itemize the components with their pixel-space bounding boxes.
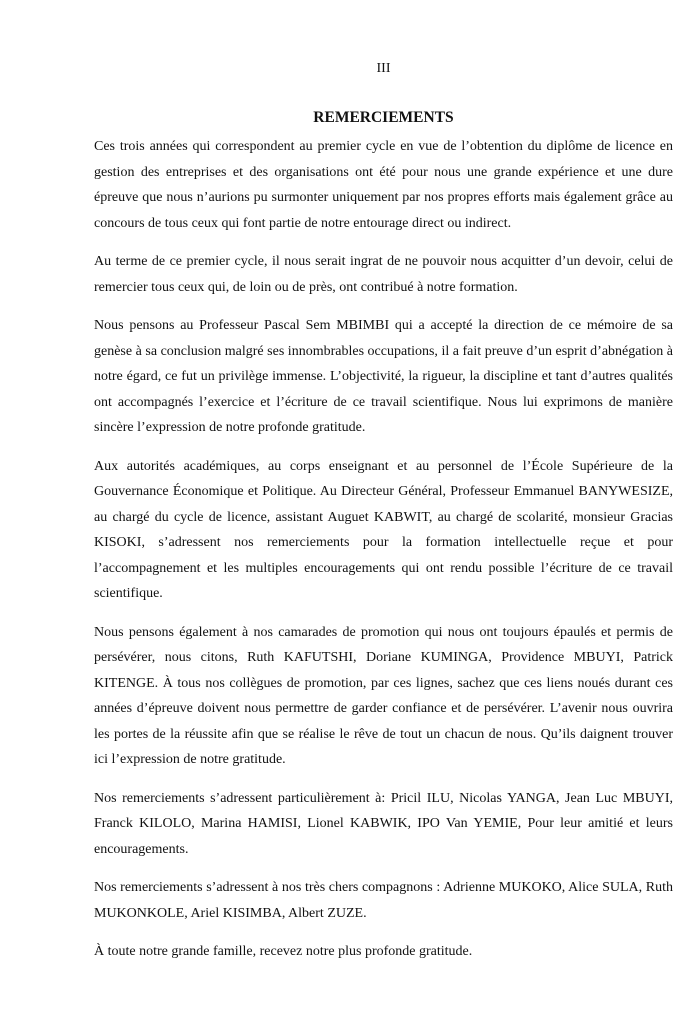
page-number: III	[376, 61, 391, 76]
paragraph-8: À toute notre grande famille, recevez notre plus profonde gratitude.	[94, 944, 473, 959]
paragraph-1: Ces trois années qui correspondent au premier cycle en vue de l’obtention du diplôme de licence en gestion des entreprises et des organisations ont été pour nous une grande expérience et une dure épreuve que nous n’aurions pu surmonter uniquement par nos propres efforts mais également grâce au concours de tous ceux qui font partie de notre entourage direct ou indirect.	[94, 139, 673, 231]
paragraph-4: Aux autorités académiques, au corps enseignant et au personnel de l’École Supérieure de la Gouvernance Économique et Politique. Au Directeur Général, Professeur Emmanuel BANYWESIZE, au chargé du cycle de licence, assistant Auguet KABWIT, au chargé de scolarité, monsieur Gracias KISOKI, s’adressent nos remerciements pour la formation intellectuelle reçue et pour l’accompagnement et les multiples encouragements qui ont rendu possible l’écriture de ce travail scientifique.	[94, 458, 673, 601]
paragraph-2: Au terme de ce premier cycle, il nous serait ingrat de ne pouvoir nous acquitter d’un devoir, celui de remercier tous ceux qui, de loin ou de près, ont contribué à notre formation.	[94, 254, 673, 295]
paragraph-3: Nous pensons au Professeur Pascal Sem MBIMBI qui a accepté la direction de ce mémoire de sa genèse à sa conclusion malgré ses innombrables occupations, il a fait preuve d’un esprit d’abnégation à notre égard, ce fut un privilège immense. L’objectivité, la rigueur, la discipline et tant d’autres qualités ont accompagnés l’exercice et l’écriture de ce travail scientifique. Nous lui exprimons de manière sincère l’expression de notre profonde gratitude.	[94, 318, 673, 435]
paragraph-5: Nous pensons également à nos camarades de promotion qui nous ont toujours épaulés et permis de persévérer, nous citons, Ruth KAFUTSHI, Doriane KUMINGA, Providence MBUYI, Patrick KITENGE. À tous nos collègues de promotion, par ces lignes, sachez que ces liens noués durant ces années d’épreuve doivent nous permettre de garder confiance et de persévérer. L’avenir nous ouvrira les portes de la réussite afin que se réalise le rêve de tout un chacun de nous. Qu’ils daignent trouver ici l’expression de notre gratitude.	[94, 624, 673, 767]
paragraph-6: Nos remerciements s’adressent particulièrement à: Pricil ILU, Nicolas YANGA, Jean Luc MBUYI, Franck KILOLO, Marina HAMISI, Lionel KABWIK, IPO Van YEMIE, Pour leur amitié et leurs encouragements.	[94, 790, 673, 857]
page-title: REMERCIEMENTS	[313, 109, 454, 126]
paragraph-7: Nos remerciements s’adressent à nos très chers compagnons : Adrienne MUKOKO, Alice SULA, Ruth MUKONKOLE, Ariel KISIMBA, Albert ZUZE.	[94, 880, 673, 921]
